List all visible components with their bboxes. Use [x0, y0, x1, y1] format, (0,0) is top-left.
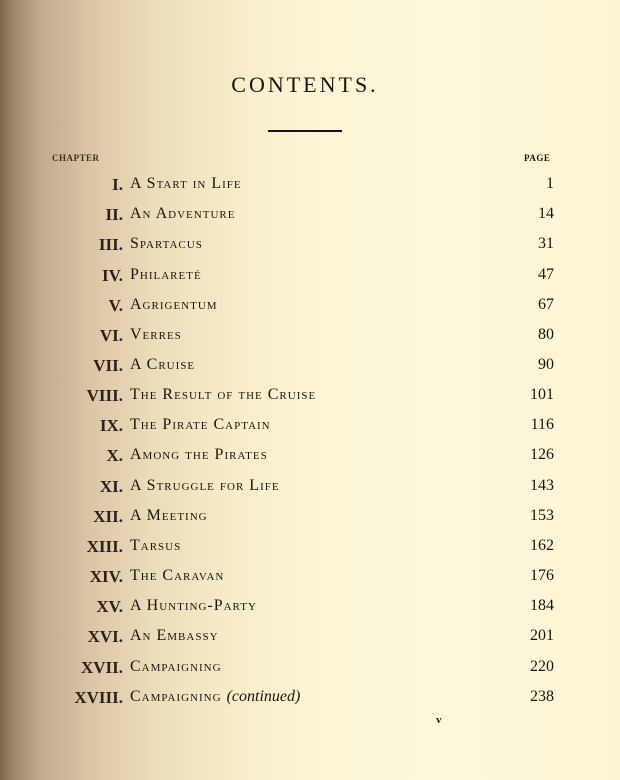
chapter-numeral: II.	[105, 205, 123, 224]
page-number: 1	[546, 175, 554, 192]
chapter-title	[130, 477, 280, 495]
chapter-numeral: XVIII.	[74, 688, 123, 707]
chapter-numeral: XII.	[93, 507, 123, 526]
page-number: 143	[530, 477, 554, 494]
chapter-numeral: III.	[98, 235, 123, 254]
chapter-title-text: Agrigentum	[130, 296, 218, 313]
page-number: 31	[538, 235, 554, 252]
chapter-numeral: VI.	[99, 326, 123, 345]
chapter-numeral: XV.	[96, 597, 123, 616]
chapter-numeral: XIII.	[86, 537, 123, 556]
chapter-numeral: V.	[108, 296, 123, 315]
chapter-title-text: The Result of the Cruise	[130, 386, 317, 403]
page-number: 238	[530, 688, 554, 705]
chapter-title	[130, 356, 195, 374]
chapter-numeral: IV.	[102, 266, 123, 285]
contents-title: CONTENTS.	[231, 72, 379, 97]
chapter-title-text: The Caravan	[130, 567, 225, 584]
chapter-title	[130, 627, 219, 645]
chapter-title-text: The Pirate Captain	[130, 416, 271, 433]
toc-entry[interactable]	[0, 537, 620, 561]
toc-entry[interactable]	[0, 175, 620, 199]
chapter-title-text: A Meeting	[130, 507, 208, 524]
chapter-title-text: An Adventure	[130, 205, 236, 222]
page-number: 14	[538, 205, 554, 222]
chapter-title-text: Among the Pirates	[130, 446, 268, 463]
page-number: 101	[530, 386, 554, 403]
chapter-title	[130, 658, 222, 676]
chapter-numeral: VII.	[93, 356, 123, 375]
chapter-title	[130, 175, 242, 193]
page-column-header: PAGE	[524, 153, 551, 163]
chapter-title	[130, 266, 202, 284]
toc-entry[interactable]	[0, 446, 620, 470]
page-number: 80	[538, 326, 554, 343]
page-number: 116	[530, 416, 554, 433]
page-number: 220	[530, 658, 554, 675]
chapter-numeral: IX.	[99, 416, 123, 435]
chapter-numeral: I.	[112, 175, 123, 194]
toc-entry[interactable]	[0, 205, 620, 229]
chapter-title-text: A Cruise	[130, 356, 196, 373]
toc-entry[interactable]	[0, 386, 620, 410]
chapter-title-italic: (continued)	[226, 688, 301, 705]
chapter-numeral: XVI.	[87, 627, 123, 646]
chapter-numeral: XIV.	[89, 567, 123, 586]
chapter-title	[130, 446, 268, 464]
chapter-numeral: XI.	[99, 477, 123, 496]
toc-entry[interactable]	[0, 567, 620, 591]
chapter-title-text: Spartacus	[130, 235, 203, 252]
chapter-title	[130, 416, 271, 434]
chapter-title-text: Philareté	[130, 266, 202, 283]
chapter-title	[130, 688, 300, 706]
chapter-title	[130, 296, 218, 314]
page-number: 201	[530, 627, 554, 644]
chapter-title	[130, 537, 181, 555]
toc-entry[interactable]	[0, 416, 620, 440]
page-number: 90	[538, 356, 554, 373]
chapter-title-text: A Hunting-Party	[130, 597, 257, 614]
toc-entry[interactable]	[0, 597, 620, 621]
chapter-title	[130, 326, 182, 344]
page-number: 176	[530, 567, 554, 584]
page-number: 153	[530, 507, 554, 524]
chapter-title-text: Verres	[130, 326, 182, 343]
chapter-title-text: A Struggle for Life	[130, 477, 280, 494]
page-number: 67	[538, 296, 554, 313]
chapter-title	[130, 386, 316, 404]
page-number: 162	[530, 537, 554, 554]
chapter-numeral: X.	[106, 446, 123, 465]
toc-entry[interactable]	[0, 627, 620, 651]
chapter-title	[130, 597, 257, 615]
page-folio: v	[436, 714, 442, 726]
toc-entry[interactable]	[0, 507, 620, 531]
toc-entry[interactable]	[0, 658, 620, 682]
toc-entry[interactable]	[0, 326, 620, 350]
chapter-title-text: Tarsus	[130, 537, 182, 554]
page-number: 184	[530, 597, 554, 614]
chapter-title-text: Campaigning	[130, 688, 222, 705]
title-rule	[268, 130, 342, 132]
page-number: 47	[538, 266, 554, 283]
chapter-title	[130, 235, 203, 253]
toc-entry[interactable]	[0, 688, 620, 712]
chapter-title-text: A Start in Life	[130, 175, 242, 192]
toc-entry[interactable]	[0, 235, 620, 259]
chapter-numeral: XVII.	[80, 658, 123, 677]
chapter-title	[130, 205, 235, 223]
chapter-numeral: VIII.	[86, 386, 123, 405]
toc-entry[interactable]	[0, 356, 620, 380]
toc-entry[interactable]	[0, 296, 620, 320]
chapter-title	[130, 567, 224, 585]
page-number: 126	[530, 446, 554, 463]
toc-entry[interactable]	[0, 266, 620, 290]
chapter-title-text: Campaigning	[130, 658, 222, 675]
chapter-column-header: CHAPTER	[52, 153, 100, 163]
chapter-title	[130, 507, 208, 525]
toc-entry[interactable]	[0, 477, 620, 501]
chapter-title-text: An Embassy	[130, 627, 219, 644]
